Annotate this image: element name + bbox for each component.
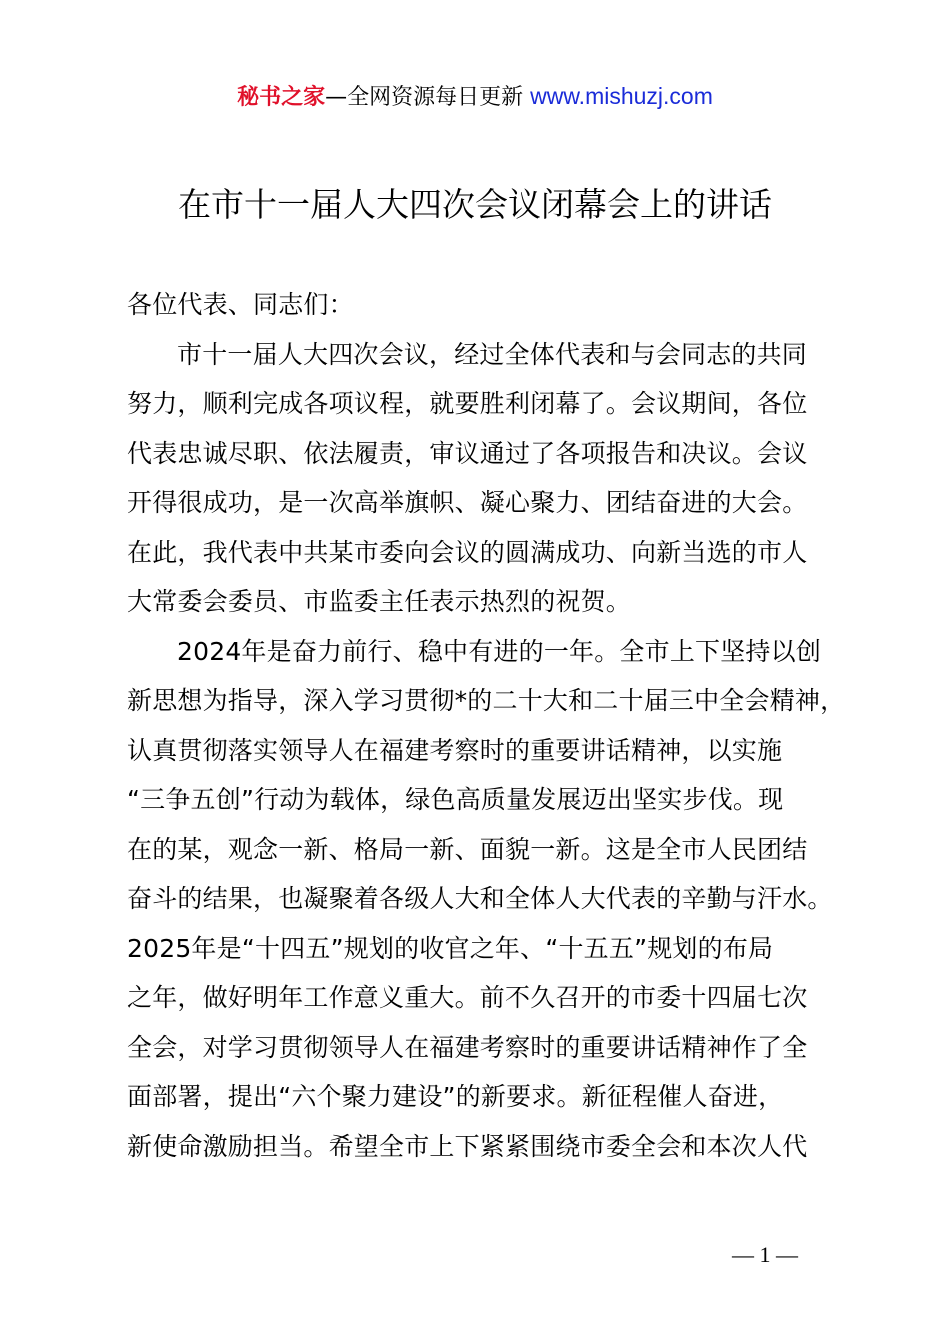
paragraph-line: 新思想为指导，深入学习贯彻*的二十大和二十届三中全会精神， (127, 686, 846, 715)
paragraph-line: 努力，顺利完成各项议程，就要胜利闭幕了。会议期间，各位 (127, 389, 808, 418)
paragraph-line: 认真贯彻落实领导人在福建考察时的重要讲话精神，以实施 (127, 735, 783, 765)
paragraph-line: 在此，我代表中共某市委向会议的圆满成功、向新当选的市人 (127, 537, 808, 567)
paragraph-line: 之年，做好明年工作意义重大。前不久召开的市委十四届七次 (127, 983, 808, 1012)
paragraph-line: 在的某，观念一新、格局一新、面貌一新。这是全市人民团结 (127, 834, 808, 864)
paragraph-line: 面部署，提出“六个聚力建设”的新要求。新征程催人奋进， (127, 1082, 784, 1111)
paragraph-line: 新使命激励担当。希望全市上下紧紧围绕市委全会和本次人代 (127, 1131, 808, 1161)
page-number: — 1 — (732, 1242, 798, 1267)
paragraph-line: 代表忠诚尽职、依法履责，审议通过了各项报告和决议。会议 (127, 438, 808, 468)
document-title: 在市十一届人大四次会议闭幕会上的讲话 (178, 185, 772, 224)
site-url-link[interactable]: www.mishuzj.com (530, 83, 713, 109)
paragraph-line: 开得很成功，是一次高举旗帜、凝心聚力、团结奋进的大会。 (127, 488, 808, 517)
paragraph-line: 全会，对学习贯彻领导人在福建考察时的重要讲话精神作了全 (127, 1032, 808, 1062)
paragraph-line: 2024年是奋力前行、稳中有进的一年。全市上下坚持以创 (177, 636, 822, 666)
salutation: 各位代表、同志们： (127, 290, 354, 319)
paragraph-line: 2025年是“十四五”规划的收官之年、“十五五”规划的布局 (127, 933, 774, 963)
paragraph-line: “三争五创”行动为载体，绿色高质量发展迈出坚实步伐。现 (127, 785, 784, 814)
paragraph-line: 市十一届人大四次会议，经过全体代表和与会同志的共同 (177, 339, 808, 369)
site-brand: 秘书之家 (237, 85, 326, 110)
site-banner (0, 80, 950, 114)
paragraph-line: 奋斗的结果，也凝聚着各级人大和全体人大代表的辛勤与汗水。 (127, 884, 833, 913)
document-body (127, 280, 846, 1171)
paragraph-line: 大常委会委员、市监委主任表示热烈的祝贺。 (127, 587, 632, 616)
site-tagline: —全网资源每日更新 (325, 85, 531, 110)
